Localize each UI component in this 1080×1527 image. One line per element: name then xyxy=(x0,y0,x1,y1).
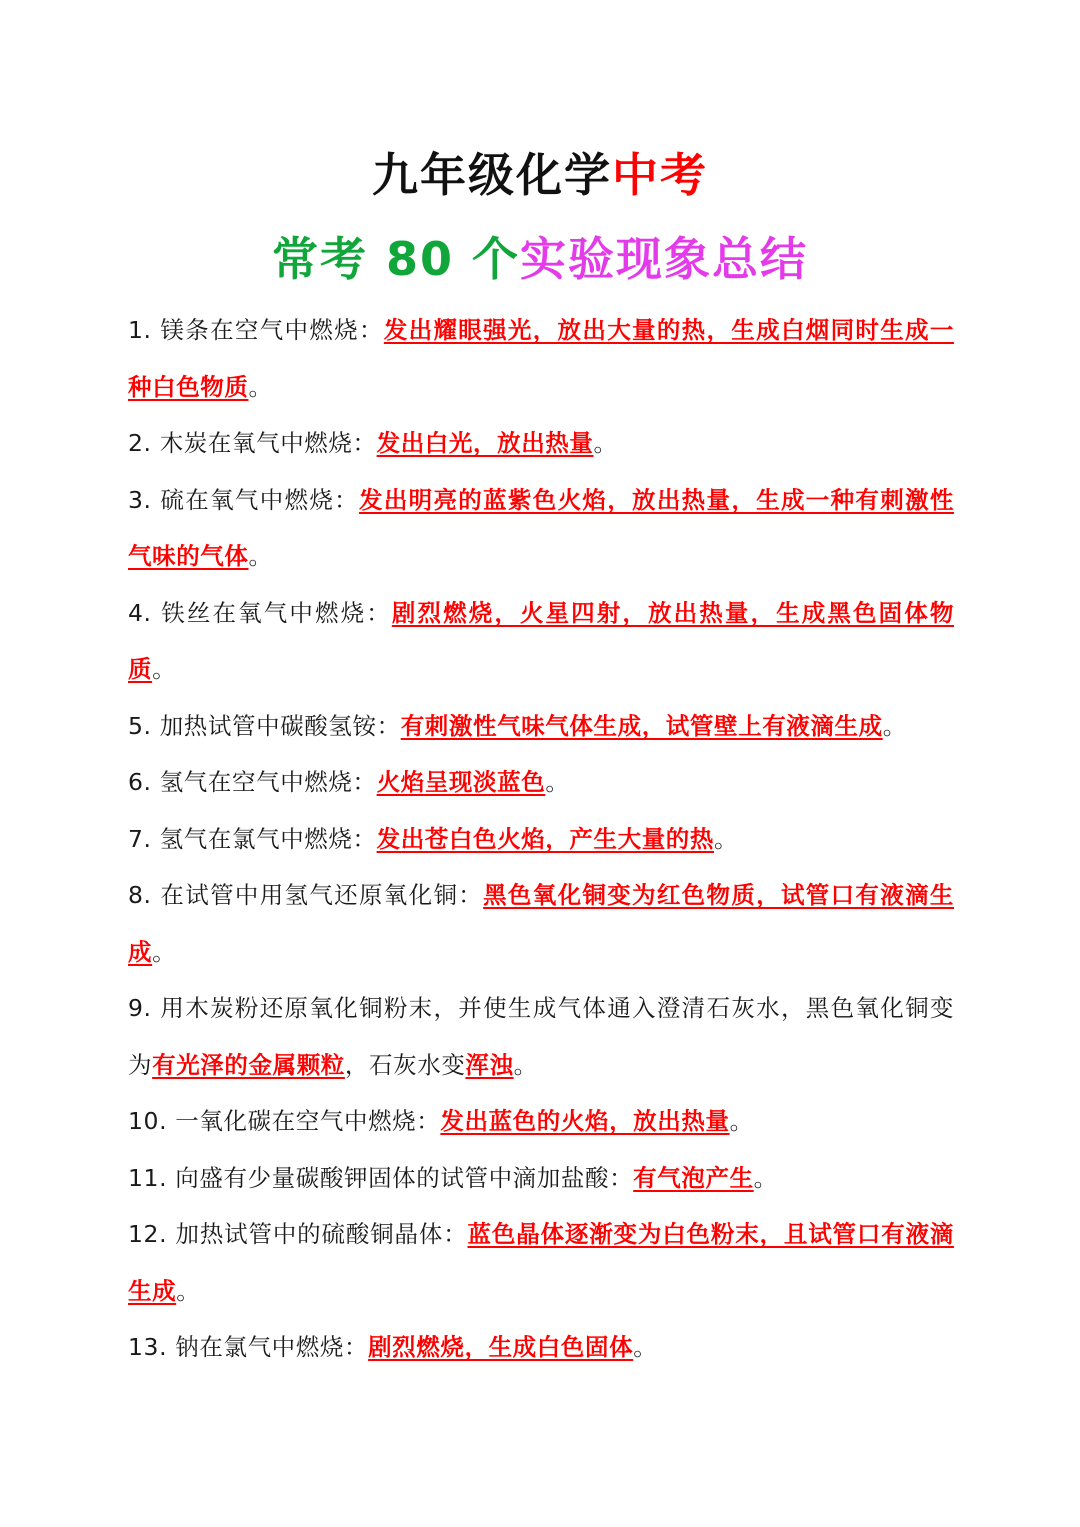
item-phenomenon: 发出蓝色的火焰，放出热量 xyxy=(440,1107,730,1135)
item-phenomenon: 蓝色晶体逐渐变为白色粉末，且试管口有液滴生成 xyxy=(128,1220,955,1305)
item-label: 木炭在氧气中燃烧： xyxy=(159,429,377,457)
item-number: 10. xyxy=(128,1107,168,1135)
item-label: 氢气在空气中燃烧： xyxy=(159,768,377,796)
item-number: 11. xyxy=(128,1163,168,1192)
item-end: 。 xyxy=(248,372,273,401)
item-mid: ，石灰水变 xyxy=(344,1050,466,1079)
item-phenomenon: 发出白光，放出热量 xyxy=(376,429,594,457)
item-number: 12. xyxy=(128,1220,168,1248)
item-number: 5. xyxy=(128,711,152,740)
item-label: 镁条在空气中燃烧： xyxy=(160,316,384,344)
item-number: 3. xyxy=(128,485,152,514)
list-item xyxy=(128,1150,954,1207)
item-label: 钠在氯气中燃烧： xyxy=(175,1333,369,1361)
item-end: 。 xyxy=(248,542,273,570)
item-number: 6. xyxy=(128,768,152,796)
item-end: 。 xyxy=(729,1107,754,1135)
item-end: 。 xyxy=(714,824,739,853)
item-phenomenon: 有气泡产生 xyxy=(633,1163,754,1192)
list-item xyxy=(128,698,954,755)
item-phenomenon: 有光泽的金属颗粒 xyxy=(152,1050,345,1079)
item-end: 。 xyxy=(513,1050,538,1079)
item-number: 2. xyxy=(128,429,152,457)
item-end: 。 xyxy=(152,937,177,966)
list-item xyxy=(128,302,954,415)
item-label: 氢气在氯气中燃烧： xyxy=(159,824,377,853)
list-item xyxy=(128,1206,954,1319)
page-title xyxy=(0,140,1080,210)
list-item xyxy=(128,754,954,811)
list-item xyxy=(128,472,954,585)
list-item xyxy=(128,1319,954,1376)
subtitle-part-magenta: 实验现象总结 xyxy=(520,232,809,286)
item-end: 。 xyxy=(633,1333,658,1361)
item-number: 4. xyxy=(128,598,152,627)
item-phenomenon: 发出苍白色火焰，产生大量的热 xyxy=(376,824,715,853)
item-end: 。 xyxy=(152,655,177,683)
item-label: 铁丝在氧气中燃烧： xyxy=(161,598,392,627)
item-phenomenon: 剧烈燃烧，生成白色固体 xyxy=(368,1333,634,1361)
item-number: 8. xyxy=(128,881,152,909)
item-end: 。 xyxy=(176,1276,201,1305)
item-end: 。 xyxy=(545,768,570,796)
title-part-red: 中考 xyxy=(612,148,708,202)
item-label: 在试管中用氢气还原氧化铜： xyxy=(160,881,484,909)
experiment-list xyxy=(128,302,954,1376)
item-number: 7. xyxy=(128,824,152,853)
item-label: 硫在氧气中燃烧： xyxy=(160,485,359,514)
list-item xyxy=(128,867,954,980)
subtitle-part-green: 常考 80 个 xyxy=(271,232,521,286)
item-number: 9. xyxy=(128,994,152,1022)
list-item xyxy=(128,811,954,868)
item-phenomenon: 发出明亮的蓝紫色火焰，放出热量，生成一种有刺激性气味的气体 xyxy=(128,485,954,570)
title-part-black: 九年级化学 xyxy=(372,148,612,202)
page-subtitle xyxy=(0,224,1080,294)
list-item xyxy=(128,980,954,1093)
item-phenomenon: 剧烈燃烧，火星四射，放出热量，生成黑色固体物质 xyxy=(128,598,954,683)
list-item xyxy=(128,415,954,472)
item-number: 1. xyxy=(128,316,152,344)
item-label: 加热试管中碳酸氢铵： xyxy=(159,711,401,740)
item-phenomenon-2: 浑浊 xyxy=(465,1050,514,1079)
item-label: 用木炭粉还原氧化铜粉末，并使生成气体通入澄清石灰水，黑色氧化铜变为 xyxy=(128,994,954,1079)
item-end: 。 xyxy=(882,711,907,740)
item-phenomenon: 有刺激性气味气体生成，试管壁上有液滴生成 xyxy=(400,711,883,740)
item-phenomenon: 发出耀眼强光，放出大量的热，生成白烟同时生成一种白色物质 xyxy=(128,316,954,401)
item-phenomenon: 火焰呈现淡蓝色 xyxy=(376,768,546,796)
item-end: 。 xyxy=(593,429,618,457)
item-label: 向盛有少量碳酸钾固体的试管中滴加盐酸： xyxy=(175,1163,634,1192)
item-number: 13. xyxy=(128,1333,168,1361)
item-label: 一氧化碳在空气中燃烧： xyxy=(175,1107,441,1135)
item-label: 加热试管中的硫酸铜晶体： xyxy=(175,1220,468,1248)
item-end: 。 xyxy=(753,1163,778,1192)
list-item xyxy=(128,1093,954,1150)
item-phenomenon: 黑色氧化铜变为红色物质，试管口有液滴生成 xyxy=(128,881,954,966)
list-item xyxy=(128,585,954,698)
